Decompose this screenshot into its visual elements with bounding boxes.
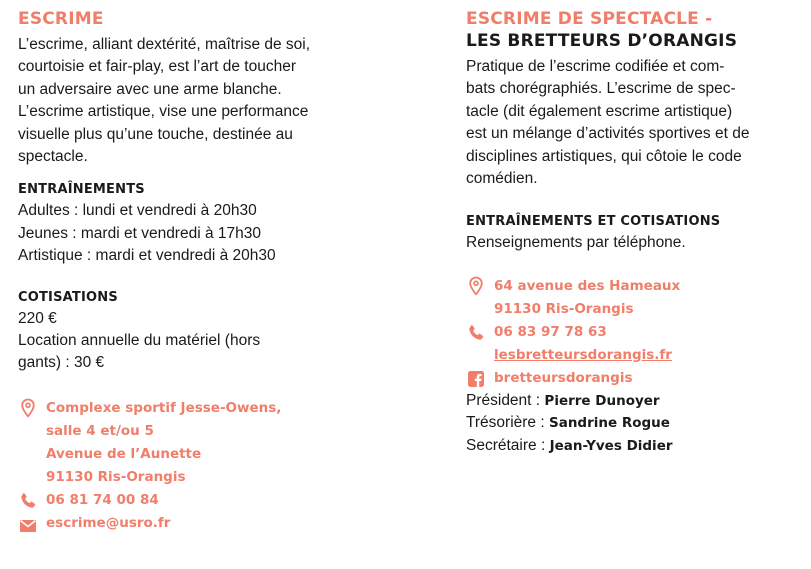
fee-rental-line: gants) : 30 € — [18, 354, 105, 372]
secretary-row — [466, 435, 796, 457]
person-role: Président : — [466, 391, 541, 409]
intro-line: courtoisie et fair-play, est l’art de toucher — [18, 58, 296, 76]
phone-icon — [466, 323, 486, 343]
fee-amount: 220 € — [18, 309, 57, 327]
location-pin-icon — [466, 276, 486, 296]
escrime-title: ESCRIME — [18, 9, 104, 29]
envelope-icon — [18, 516, 38, 536]
phone-number[interactable]: 06 81 74 00 84 — [46, 491, 159, 508]
escrime-section — [18, 8, 368, 535]
fee-rental-line: Location annuelle du matériel (hors — [18, 332, 261, 350]
address-block — [18, 397, 368, 489]
intro-line: comédien. — [466, 170, 538, 188]
facebook-icon — [466, 369, 486, 389]
address-block — [466, 275, 796, 321]
phone-row — [18, 489, 368, 512]
phone-icon — [18, 491, 38, 511]
intro-line: disciplines artistiques, qui côtoie le code — [466, 147, 742, 165]
person-name: Sandrine Rogue — [548, 415, 670, 432]
escrime-intro — [18, 34, 368, 168]
intro-line: un adversaire avec une arme blanche. — [18, 80, 282, 98]
email-link[interactable]: escrime@usro.fr — [46, 514, 171, 531]
person-name: Jean-Yves Didier — [549, 437, 673, 454]
escrime-spectacle-section — [466, 8, 796, 457]
spectacle-intro — [466, 56, 796, 190]
intro-line: visuelle plus qu’une touche, destinée au — [18, 125, 293, 143]
facebook-row — [466, 367, 796, 390]
phone-number[interactable]: 06 83 97 78 63 — [494, 323, 607, 340]
intro-line: tacle (dit également escrime artistique) — [466, 102, 733, 120]
address-line: 91130 Ris-Orangis — [494, 300, 634, 317]
intro-line: est un mélange d’activités sportives et de — [466, 125, 750, 143]
person-name: Pierre Dunoyer — [544, 392, 660, 409]
address-line: 64 avenue des Hameaux — [494, 277, 681, 294]
trainings-info: Renseignements par téléphone. — [466, 234, 686, 252]
trainings-heading: ENTRAÎNEMENTS — [18, 182, 145, 198]
fees-heading: COTISATIONS — [18, 289, 118, 305]
training-youth: Jeunes : mardi et vendredi à 17h30 — [18, 224, 261, 242]
intro-line: Pratique de l’escrime codifiée et com- — [466, 58, 725, 75]
website-row — [466, 344, 796, 367]
facebook-link[interactable]: bretteursdorangis — [494, 369, 633, 386]
phone-row — [466, 321, 796, 344]
person-role: Trésorière : — [466, 414, 545, 432]
address-line: 91130 Ris-Orangis — [46, 468, 186, 485]
training-artistic: Artistique : mardi et vendredi à 20h30 — [18, 247, 276, 265]
address-line: salle 4 et/ou 5 — [46, 422, 154, 439]
address-line: Complexe sportif Jesse-Owens, — [46, 399, 282, 416]
trainings-fees-heading: ENTRAÎNEMENTS ET COTISATIONS — [466, 214, 721, 230]
website-link[interactable]: lesbretteursdorangis.fr — [494, 346, 672, 363]
person-role: Secrétaire : — [466, 436, 546, 454]
address-line: Avenue de l’Aunette — [46, 445, 202, 462]
intro-line: L’escrime, alliant dextérité, maîtrise de soi, — [18, 36, 311, 53]
spectacle-title: ESCRIME DE SPECTACLE - — [466, 9, 713, 29]
intro-line: bats chorégraphiés. L’escrime de spec- — [466, 80, 736, 98]
intro-line: L’escrime artistique, vise une performance — [18, 103, 309, 121]
spectacle-subtitle: LES BRETTEURS D’ORANGIS — [466, 31, 738, 51]
location-pin-icon — [18, 398, 38, 418]
training-adults: Adultes : lundi et vendredi à 20h30 — [18, 202, 257, 220]
treasurer-row — [466, 412, 796, 434]
president-row — [466, 390, 796, 412]
intro-line: spectacle. — [18, 148, 88, 166]
email-row — [18, 512, 368, 535]
